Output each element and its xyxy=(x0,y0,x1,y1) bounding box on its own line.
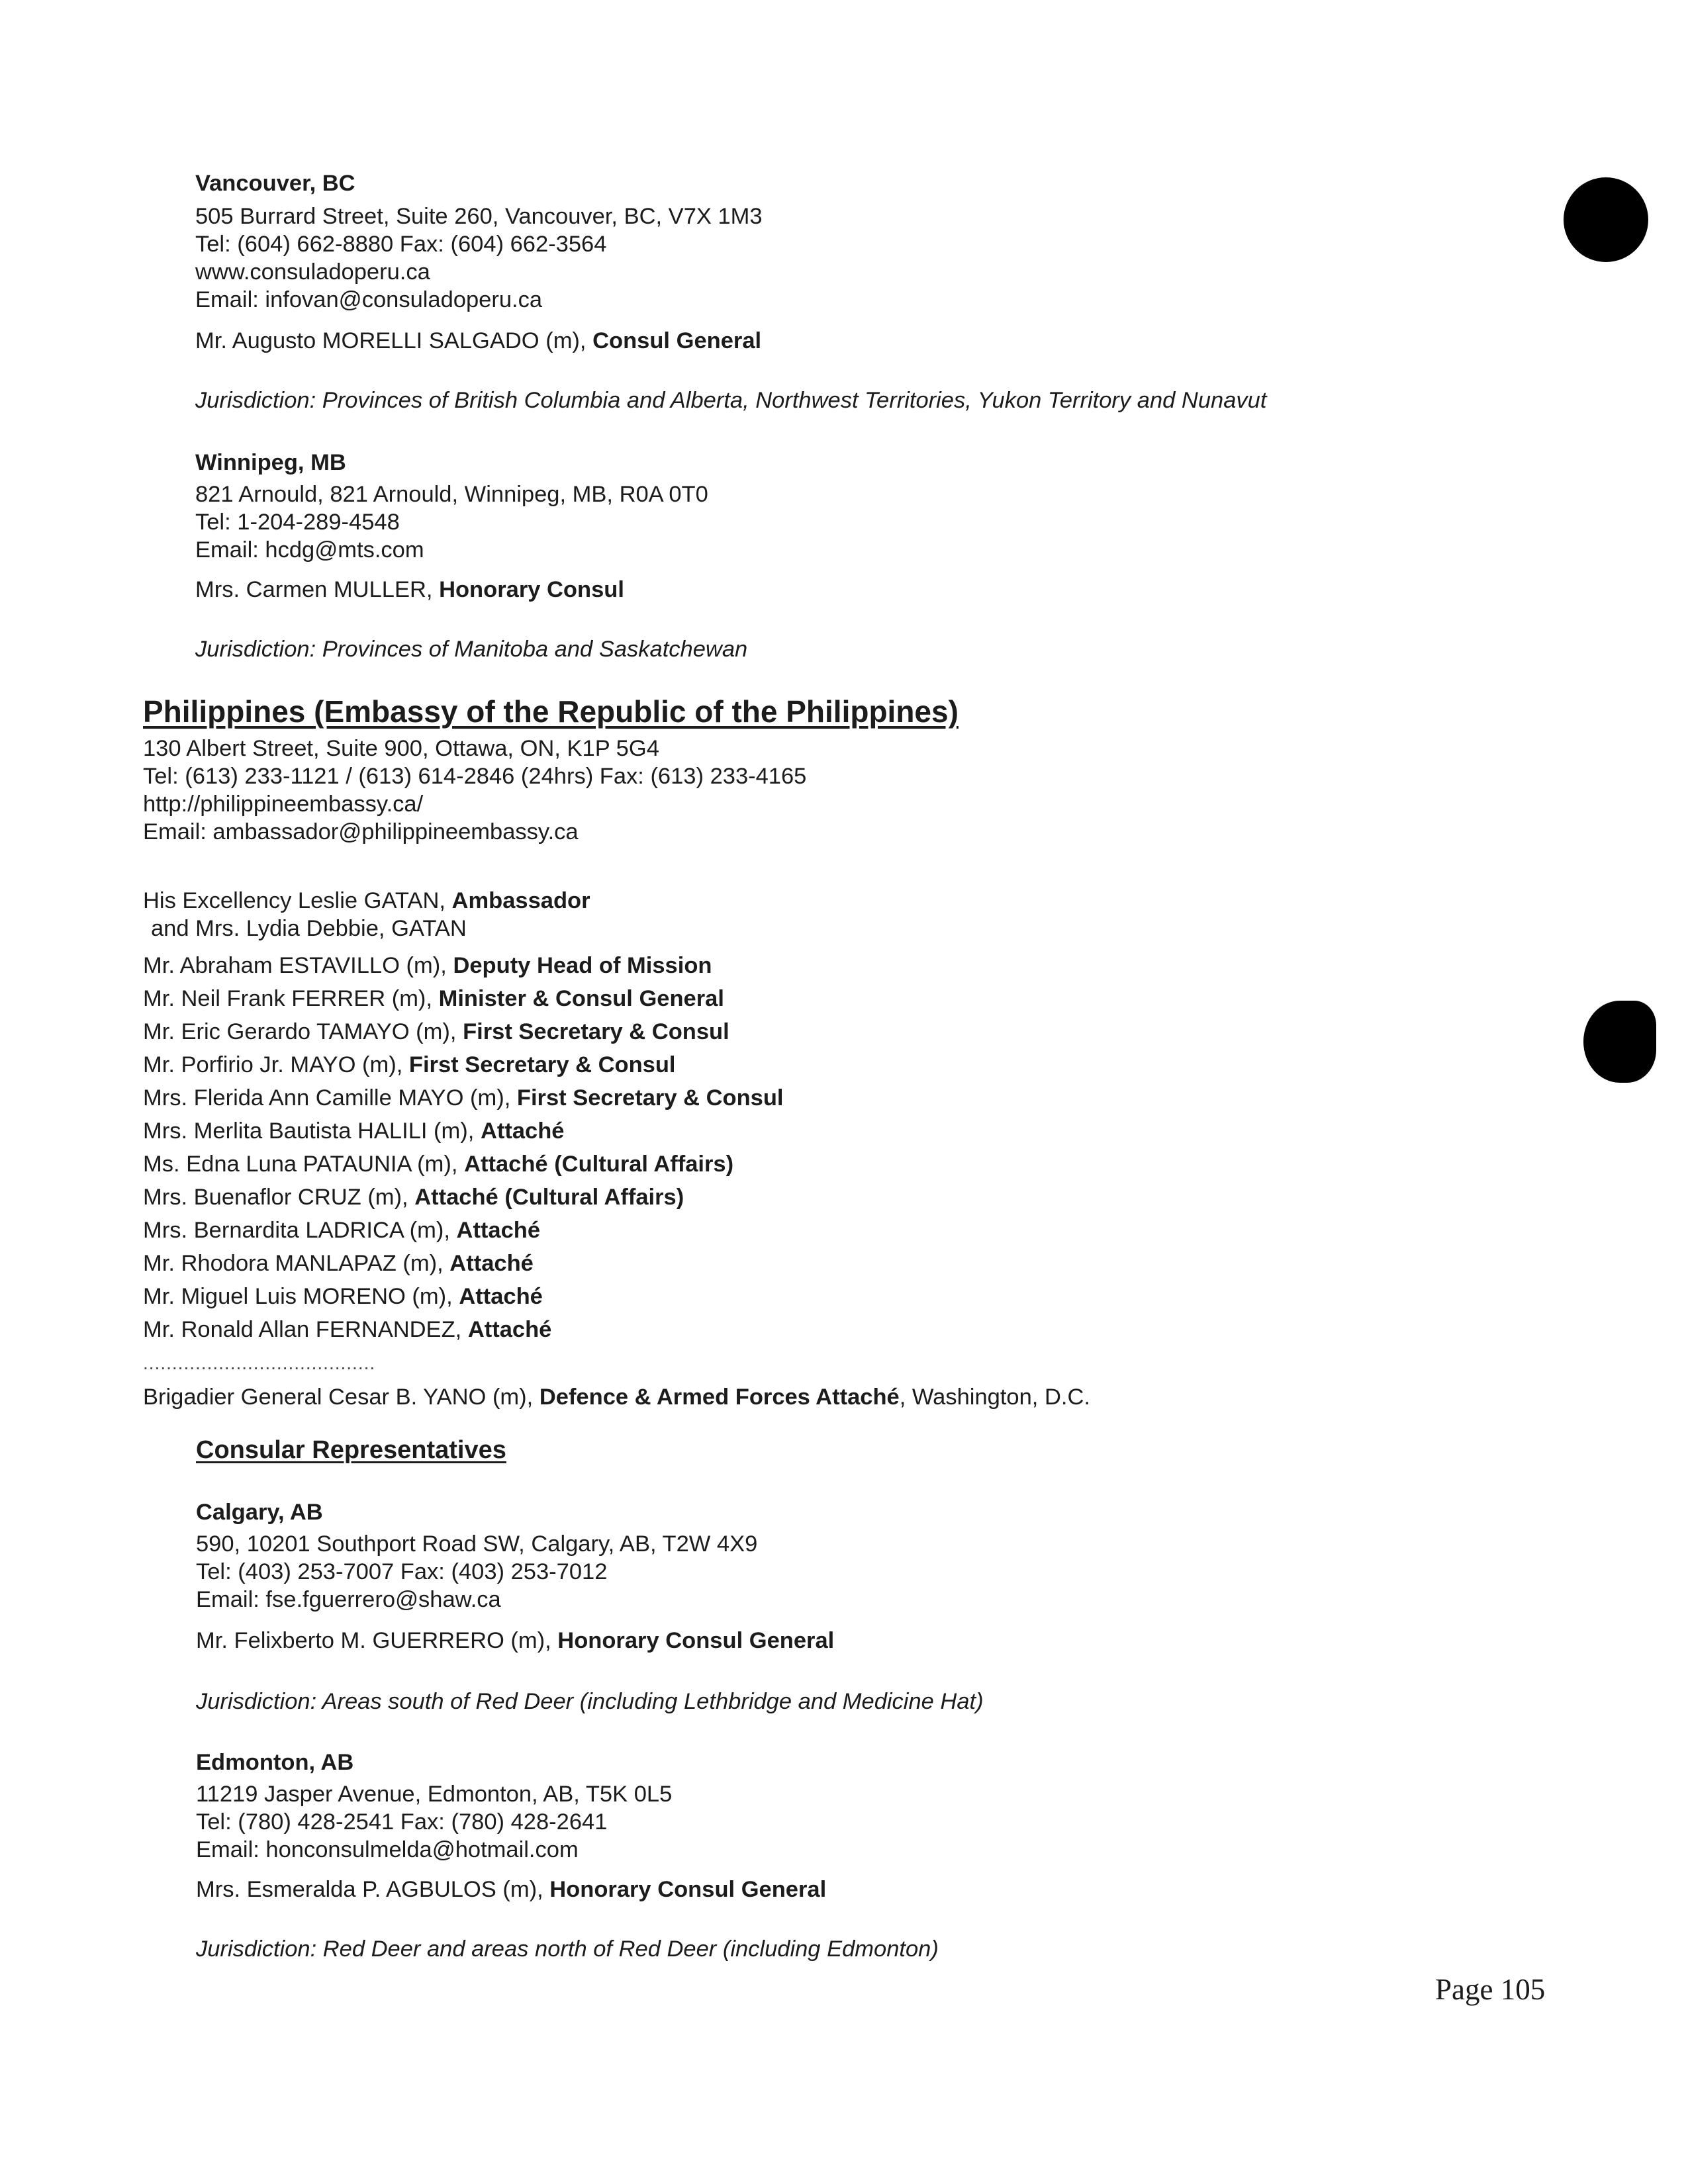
consulate-email: Email: honconsulmelda@hotmail.com xyxy=(196,1837,579,1862)
ambassador-title: Ambassador xyxy=(451,888,590,913)
embassy-address: 130 Albert Street, Suite 900, Ottawa, ON, K1P 5G4 xyxy=(143,736,659,761)
ambassador-spouse: and Mrs. Lydia Debbie, GATAN xyxy=(151,916,467,941)
staff-title: Attaché xyxy=(480,1118,565,1144)
consulate-jurisdiction: Jurisdiction: Red Deer and areas north of Red Deer (including Edmonton) xyxy=(196,1936,939,1962)
punch-hole-mark xyxy=(1564,177,1648,262)
staff-name: Mr. Eric Gerardo TAMAYO (m), xyxy=(143,1019,463,1044)
consulate-phone: Tel: (403) 253-7007 Fax: (403) 253-7012 xyxy=(196,1559,608,1584)
staff-entry xyxy=(143,1150,733,1178)
page-number: Page 105 xyxy=(1435,1973,1546,2006)
consulate-jurisdiction: Jurisdiction: Provinces of Manitoba and Saskatchewan xyxy=(195,637,748,662)
consulate-address: 590, 10201 Southport Road SW, Calgary, AB, T2W 4X9 xyxy=(196,1531,758,1557)
staff-entry xyxy=(143,1216,540,1244)
consul-title: Honorary Consul General xyxy=(549,1877,827,1902)
consul-entry xyxy=(195,576,624,604)
staff-name: Mrs. Flerida Ann Camille MAYO (m), xyxy=(143,1085,517,1111)
staff-entry xyxy=(143,985,724,1013)
embassy-website: http://philippineembassy.ca/ xyxy=(143,792,424,817)
consulate-phone: Tel: 1-204-289-4548 xyxy=(195,510,400,535)
consul-entry xyxy=(195,327,761,355)
consul-name: Mrs. Esmeralda P. AGBULOS (m), xyxy=(196,1877,550,1902)
embassy-email: Email: ambassador@philippineembassy.ca xyxy=(143,819,579,844)
consulate-address: 505 Burrard Street, Suite 260, Vancouver, BC, V7X 1M3 xyxy=(195,204,763,229)
defence-attache-entry xyxy=(143,1383,1090,1411)
consul-title: Consul General xyxy=(592,328,762,353)
staff-title: Attaché xyxy=(467,1317,552,1342)
consulate-phone: Tel: (604) 662-8880 Fax: (604) 662-3564 xyxy=(195,232,607,257)
staff-title: Attaché (Cultural Affairs) xyxy=(464,1152,734,1177)
staff-name: Mr. Ronald Allan FERNANDEZ, xyxy=(143,1317,468,1342)
defence-attache-title: Defence & Armed Forces Attaché xyxy=(539,1385,900,1410)
consulate-city: Winnipeg, MB xyxy=(195,450,346,475)
consul-name: Mr. Augusto MORELLI SALGADO (m), xyxy=(195,328,593,353)
staff-entry xyxy=(143,1051,676,1079)
consulate-email: Email: hcdg@mts.com xyxy=(195,537,424,563)
consulate-address: 11219 Jasper Avenue, Edmonton, AB, T5K 0L5 xyxy=(196,1782,673,1807)
staff-name: Mr. Porfirio Jr. MAYO (m), xyxy=(143,1052,409,1077)
staff-name: Mrs. Buenaflor CRUZ (m), xyxy=(143,1185,415,1210)
staff-title: Deputy Head of Mission xyxy=(453,953,712,978)
staff-entry xyxy=(143,1183,684,1211)
staff-name: Mr. Neil Frank FERRER (m), xyxy=(143,986,439,1011)
consulate-city: Vancouver, BC xyxy=(195,171,355,196)
country-heading: Philippines (Embassy of the Republic of the Philippines) xyxy=(143,694,959,729)
staff-title: Attaché xyxy=(449,1251,534,1276)
staff-name: Mr. Rhodora MANLAPAZ (m), xyxy=(143,1251,450,1276)
staff-entry xyxy=(143,1250,534,1277)
staff-title: First Secretary & Consul xyxy=(516,1085,784,1111)
consulate-city: Edmonton, AB xyxy=(196,1750,354,1775)
staff-entry xyxy=(143,1283,543,1310)
consul-name: Mr. Felixberto M. GUERRERO (m), xyxy=(196,1628,558,1653)
staff-title: Attaché xyxy=(459,1284,543,1309)
dotted-separator: ........................................ xyxy=(143,1353,376,1373)
staff-name: Mr. Miguel Luis MORENO (m), xyxy=(143,1284,459,1309)
staff-title: Attaché xyxy=(456,1218,541,1243)
consulate-email: Email: fse.fguerrero@shaw.ca xyxy=(196,1587,501,1612)
staff-name: Ms. Edna Luna PATAUNIA (m), xyxy=(143,1152,465,1177)
ambassador-name: His Excellency Leslie GATAN, xyxy=(143,888,452,913)
staff-name: Mrs. Bernardita LADRICA (m), xyxy=(143,1218,457,1243)
staff-entry xyxy=(143,1018,729,1046)
embassy-phone: Tel: (613) 233-1121 / (613) 614-2846 (24hrs) Fax: (613) 233-4165 xyxy=(143,764,807,789)
consulate-email: Email: infovan@consuladoperu.ca xyxy=(195,287,543,312)
consulate-city: Calgary, AB xyxy=(196,1500,323,1525)
consulate-address: 821 Arnould, 821 Arnould, Winnipeg, MB, R0A 0T0 xyxy=(195,482,708,507)
consulate-jurisdiction: Jurisdiction: Provinces of British Columbia and Alberta, Northwest Territories, Yukon Territory and Nunavut xyxy=(195,388,1267,413)
consul-entry xyxy=(196,1876,826,1903)
staff-title: First Secretary & Consul xyxy=(408,1052,676,1077)
defence-attache-location: , Washington, D.C. xyxy=(899,1385,1090,1410)
staff-entry xyxy=(143,1316,551,1343)
defence-attache-name: Brigadier General Cesar B. YANO (m), xyxy=(143,1385,539,1410)
consul-name: Mrs. Carmen MULLER, xyxy=(195,577,440,602)
staff-title: Minister & Consul General xyxy=(438,986,724,1011)
consul-entry xyxy=(196,1627,834,1655)
consular-representatives-heading: Consular Representatives xyxy=(196,1436,506,1464)
staff-entry xyxy=(143,952,712,979)
consulate-phone: Tel: (780) 428-2541 Fax: (780) 428-2641 xyxy=(196,1809,608,1835)
staff-entry xyxy=(143,1117,564,1145)
ambassador-entry xyxy=(143,887,590,915)
consulate-website: www.consuladoperu.ca xyxy=(195,259,430,285)
consul-title: Honorary Consul General xyxy=(557,1628,835,1653)
staff-title: First Secretary & Consul xyxy=(463,1019,729,1044)
staff-name: Mr. Abraham ESTAVILLO (m), xyxy=(143,953,453,978)
consul-title: Honorary Consul xyxy=(439,577,624,602)
staff-entry xyxy=(143,1084,784,1112)
staff-title: Attaché (Cultural Affairs) xyxy=(414,1185,684,1210)
punch-hole-mark xyxy=(1583,1001,1656,1083)
staff-name: Mrs. Merlita Bautista HALILI (m), xyxy=(143,1118,481,1144)
consulate-jurisdiction: Jurisdiction: Areas south of Red Deer (including Lethbridge and Medicine Hat) xyxy=(196,1689,984,1714)
